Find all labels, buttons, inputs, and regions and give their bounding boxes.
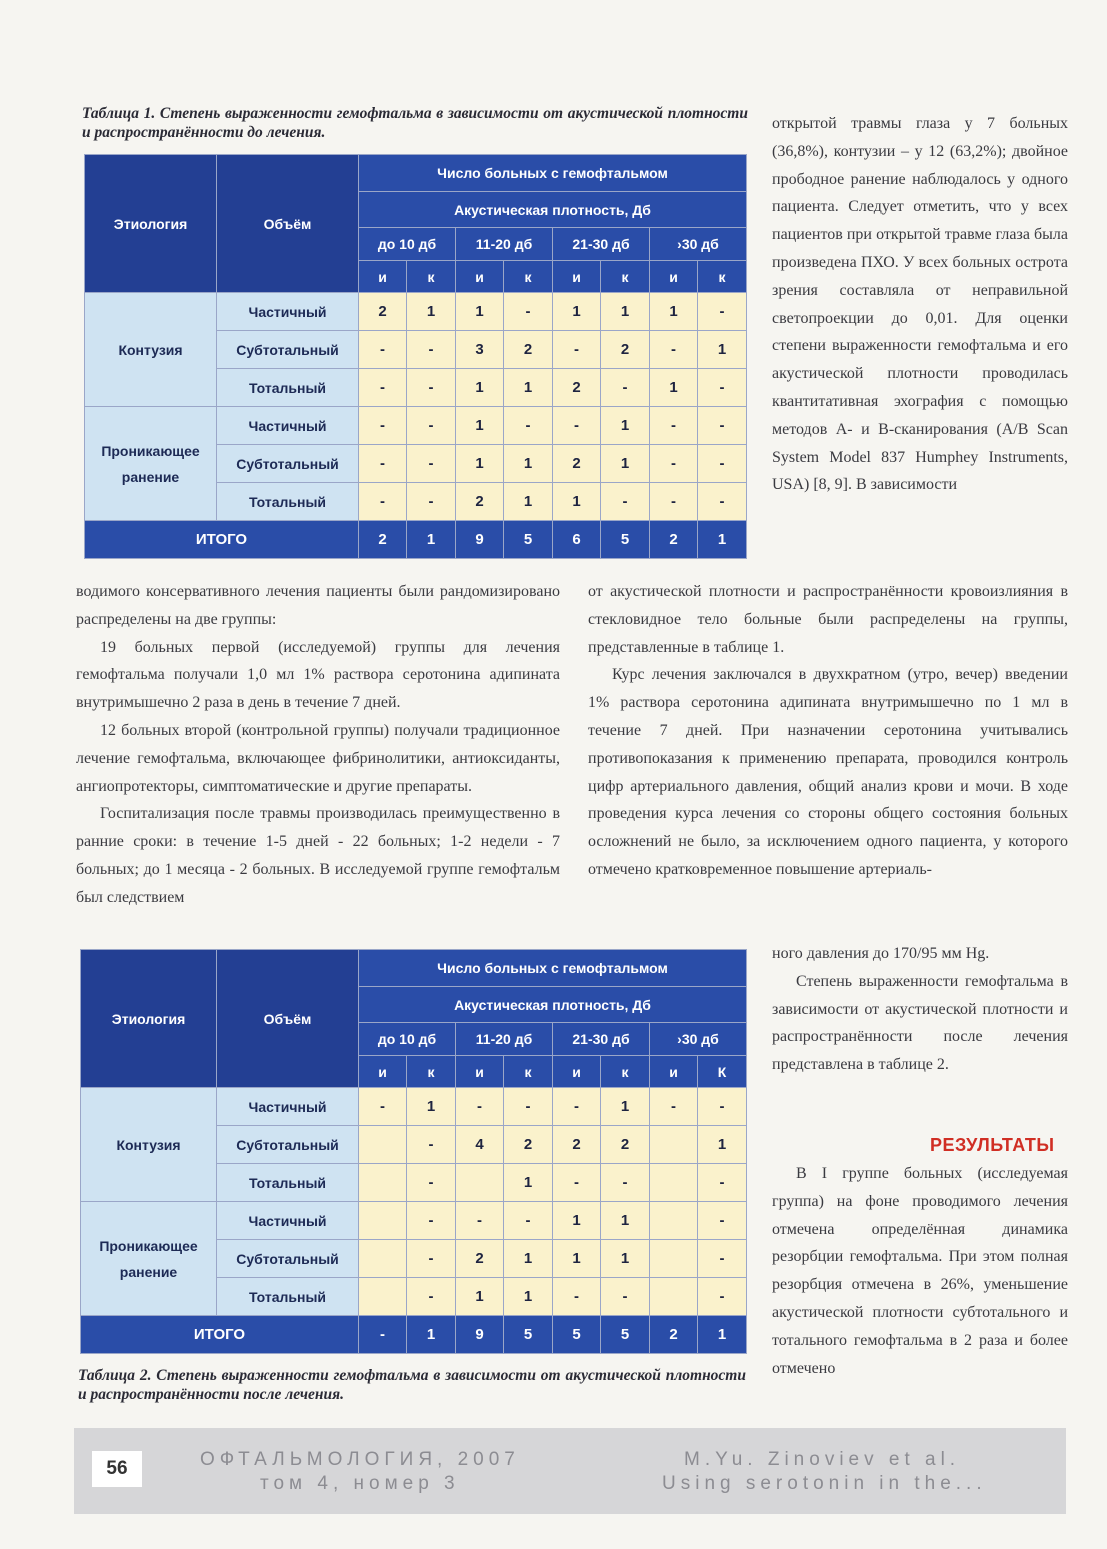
value-cell: 1	[601, 1240, 650, 1278]
volume-cell: Субтотальный	[217, 1240, 359, 1278]
etiology-cell: Проникающее ранение	[81, 1202, 217, 1316]
total-cell: 9	[456, 1316, 504, 1354]
value-cell: 1	[553, 1240, 601, 1278]
value-cell: -	[407, 1278, 456, 1316]
value-cell: 1	[601, 1202, 650, 1240]
value-cell	[650, 1240, 698, 1278]
total-cell: 5	[553, 1316, 601, 1354]
value-cell: -	[698, 369, 747, 407]
value-cell: 1	[407, 293, 456, 331]
value-cell: -	[601, 369, 650, 407]
value-cell	[359, 1202, 407, 1240]
value-cell: 2	[359, 293, 407, 331]
value-cell: 2	[456, 483, 504, 521]
value-cell: -	[553, 407, 601, 445]
value-cell: -	[698, 1088, 747, 1126]
value-cell: -	[698, 1278, 747, 1316]
value-cell: -	[456, 1202, 504, 1240]
etiology-cell: Проникающее ранение	[85, 407, 217, 521]
volume-cell: Тотальный	[217, 369, 359, 407]
journal-name: ОФТАЛЬМОЛОГИЯ, 2007	[200, 1449, 520, 1470]
value-cell: 2	[553, 445, 601, 483]
value-cell: 1	[601, 445, 650, 483]
value-cell: -	[407, 445, 456, 483]
table-row	[81, 1202, 747, 1240]
etiology-header: Этиология	[81, 950, 217, 1088]
value-cell: 2	[504, 331, 553, 369]
total-label: ИТОГО	[85, 521, 359, 559]
value-cell	[359, 1240, 407, 1278]
value-cell: -	[504, 293, 553, 331]
paragraph: Степень выраженности гемофтальма в зависимости от акустической плотности и распространённости после лечения представлена в таблице 2.	[772, 972, 1068, 1074]
volume-cell: Тотальный	[217, 1278, 359, 1316]
table2	[80, 949, 747, 1354]
range-header: 21-30 дб	[553, 228, 650, 261]
volume-cell: Тотальный	[217, 1164, 359, 1202]
value-cell: -	[698, 445, 747, 483]
patients-header: Число больных с гемофтальмом	[359, 155, 747, 192]
value-cell: 3	[456, 331, 504, 369]
value-cell: -	[698, 293, 747, 331]
range-header: ›30 дб	[650, 1023, 747, 1056]
total-cell: 1	[407, 521, 456, 559]
table2-caption: Таблица 2. Степень выраженности гемофтальма в зависимости от акустической плотности и распространённости после лечения.	[78, 1367, 746, 1403]
article-authors: M.Yu. Zinoviev et al.	[684, 1449, 961, 1470]
sub-header: к	[601, 261, 650, 293]
sub-header: и	[359, 261, 407, 293]
value-cell: -	[650, 331, 698, 369]
volume-cell: Частичный	[217, 1088, 359, 1126]
volume-header: Объём	[217, 950, 359, 1088]
value-cell: -	[359, 1088, 407, 1126]
value-cell: 2	[601, 331, 650, 369]
paragraph: Курс лечения заключался в двухкратном (утро, вечер) введении 1% раствора серотонина адипината внутримышечно по 1 мл в течение 7 дней. При назначении серотонина учитывались противопоказания к применению препарата, проводился контроль цифр артериального давления, общий анализ крови и мочи. В ходе проведения курса лечения со стороны общего состояния больных осложнений не было, за исключением одного пациента, у которого отмечено кратковременное повышение артериаль-	[588, 666, 1068, 878]
sub-header: к	[504, 261, 553, 293]
paragraph: водимого консервативного лечения пациенты были рандомизировано распределены на две группы:	[76, 583, 560, 628]
value-cell: 1	[698, 1126, 747, 1164]
paragraph: Госпитализация после травмы производилась преимущественно в ранние сроки: в течение 1-5 дней - 22 больных; 1-2 недели - 7 больных; до 1 месяца - 2 больных. В исследуемой группе гемофтальм был следствием	[76, 805, 560, 906]
value-cell: -	[504, 1202, 553, 1240]
volume-header: Объём	[217, 155, 359, 293]
page-number: 56	[92, 1451, 142, 1487]
value-cell: -	[359, 369, 407, 407]
volume-cell: Субтотальный	[217, 445, 359, 483]
total-cell: 1	[698, 1316, 747, 1354]
total-cell: 2	[650, 1316, 698, 1354]
sub-header: и	[650, 261, 698, 293]
value-cell: 1	[456, 1278, 504, 1316]
table-row	[85, 293, 747, 331]
sub-header: к	[504, 1056, 553, 1088]
range-header: 11-20 дб	[456, 1023, 553, 1056]
value-cell: -	[698, 407, 747, 445]
sub-header: К	[698, 1056, 747, 1088]
total-cell: 1	[407, 1316, 456, 1354]
paragraph: от акустической плотности и распространённости кровоизлияния в стекловидное тело больные были распределены на группы, представленные в таблице 1.	[588, 583, 1068, 656]
sub-header: и	[456, 1056, 504, 1088]
value-cell: 1	[504, 1278, 553, 1316]
total-cell: 5	[504, 521, 553, 559]
paragraph: 12 больных второй (контрольной группы) получали традиционное лечение гемофтальма, включающее фибринолитики, антиоксиданты, ангиопротекторы, симптоматические и другие препараты.	[76, 721, 560, 795]
density-header: Акустическая плотность, Дб	[359, 192, 747, 228]
value-cell	[359, 1164, 407, 1202]
value-cell: 1	[504, 1240, 553, 1278]
sub-header: и	[553, 261, 601, 293]
value-cell: 1	[504, 369, 553, 407]
total-cell: 5	[601, 1316, 650, 1354]
value-cell: -	[601, 483, 650, 521]
value-cell: -	[407, 407, 456, 445]
total-cell: 9	[456, 521, 504, 559]
value-cell: -	[553, 1164, 601, 1202]
value-cell: 2	[553, 1126, 601, 1164]
right-column-lower-text	[772, 940, 1068, 1079]
value-cell: -	[359, 483, 407, 521]
value-cell	[359, 1126, 407, 1164]
right-column-top-text: открытой травмы глаза у 7 больных (36,8%), контузии – у 12 (63,2%); двойное прободное ранение наблюдалось у одного пациента. Следует отметить, что у всех пациентов при открытой травме глаза была произведена ПХО. У всех больных острота зрения составляла от неправильной светопроекции до 0,01. Для оценки степени выраженности гемофтальма и его акустической плотности проводилась квантитативная эхография с помощью методов А- и В-сканирования (A/B Scan System Model 837 Humphey Instruments, USA) [8, 9]. В зависимости	[772, 115, 1068, 494]
sub-header: и	[456, 261, 504, 293]
article-title: Using serotonin in the...	[662, 1473, 987, 1494]
paragraph: 19 больных первой (исследуемой) группы для лечения гемофтальма получали 1,0 мл 1% раствора серотонина адипината внутримышечно 2 раза в день в течение 7 дней.	[76, 638, 560, 712]
range-header: 11-20 дб	[456, 228, 553, 261]
value-cell: -	[504, 1088, 553, 1126]
value-cell: -	[601, 1278, 650, 1316]
value-cell: -	[407, 483, 456, 521]
middle-left-text	[76, 578, 560, 912]
volume-cell: Субтотальный	[217, 1126, 359, 1164]
total-cell: -	[359, 1316, 407, 1354]
value-cell	[650, 1164, 698, 1202]
value-cell: -	[359, 445, 407, 483]
value-cell: 1	[553, 483, 601, 521]
total-row	[81, 1316, 747, 1354]
value-cell: 1	[601, 293, 650, 331]
range-header: до 10 дб	[359, 228, 456, 261]
sub-header: к	[601, 1056, 650, 1088]
value-cell: 1	[407, 1088, 456, 1126]
value-cell: -	[698, 483, 747, 521]
value-cell: 1	[650, 369, 698, 407]
value-cell: -	[698, 1164, 747, 1202]
sub-header: и	[650, 1056, 698, 1088]
value-cell: 1	[456, 407, 504, 445]
value-cell: 1	[504, 483, 553, 521]
value-cell: -	[359, 407, 407, 445]
value-cell: -	[650, 445, 698, 483]
value-cell: 1	[601, 407, 650, 445]
etiology-header: Этиология	[85, 155, 217, 293]
value-cell: -	[553, 331, 601, 369]
sub-header: и	[359, 1056, 407, 1088]
patients-header: Число больных с гемофтальмом	[359, 950, 747, 987]
value-cell: -	[650, 1088, 698, 1126]
etiology-cell: Контузия	[85, 293, 217, 407]
value-cell: 1	[504, 1164, 553, 1202]
total-cell: 2	[650, 521, 698, 559]
value-cell: -	[407, 1202, 456, 1240]
volume-cell: Частичный	[217, 293, 359, 331]
value-cell: 4	[456, 1126, 504, 1164]
value-cell: 1	[553, 293, 601, 331]
results-heading: РЕЗУЛЬТАТЫ	[930, 1135, 1055, 1155]
range-header: 21-30 дб	[553, 1023, 650, 1056]
value-cell: 2	[504, 1126, 553, 1164]
value-cell	[650, 1126, 698, 1164]
total-cell: 2	[359, 521, 407, 559]
value-cell: -	[407, 369, 456, 407]
table1-caption: Таблица 1. Степень выраженности гемофтальма в зависимости от акустической плотности и распространённости до лечения.	[82, 105, 748, 141]
sub-header: к	[698, 261, 747, 293]
value-cell: -	[456, 1088, 504, 1126]
table-row	[85, 407, 747, 445]
value-cell: 1	[456, 293, 504, 331]
value-cell: -	[407, 1240, 456, 1278]
value-cell: -	[553, 1088, 601, 1126]
value-cell: -	[650, 483, 698, 521]
table1	[84, 154, 747, 559]
value-cell: -	[407, 1164, 456, 1202]
paragraph: ного давления до 170/95 мм Hg.	[772, 945, 990, 962]
value-cell: -	[601, 1164, 650, 1202]
value-cell: 2	[553, 369, 601, 407]
volume-cell: Частичный	[217, 1202, 359, 1240]
results-text: В I группе больных (исследуемая группа) на фоне проводимого лечения отмечена определённая динамика резорбции гемофтальма. При этом полная резорбция отмечена в 26%, уменьшение акустической плотности субтотального и тотального гемофтальма в 2 раза и более отмечено	[772, 1165, 1068, 1377]
total-cell: 1	[698, 521, 747, 559]
value-cell: 1	[698, 331, 747, 369]
volume-cell: Тотальный	[217, 483, 359, 521]
value-cell: 1	[601, 1088, 650, 1126]
etiology-cell: Контузия	[81, 1088, 217, 1202]
value-cell: -	[698, 1202, 747, 1240]
value-cell: -	[504, 407, 553, 445]
density-header: Акустическая плотность, Дб	[359, 987, 747, 1023]
value-cell: -	[698, 1240, 747, 1278]
sub-header: и	[553, 1056, 601, 1088]
value-cell: -	[407, 331, 456, 369]
value-cell: -	[553, 1278, 601, 1316]
journal-issue: том 4, номер 3	[260, 1473, 460, 1494]
value-cell: -	[650, 407, 698, 445]
volume-cell: Частичный	[217, 407, 359, 445]
total-label: ИТОГО	[81, 1316, 359, 1354]
value-cell: -	[359, 331, 407, 369]
value-cell: -	[407, 1126, 456, 1164]
total-cell: 5	[504, 1316, 553, 1354]
value-cell: 1	[456, 445, 504, 483]
value-cell	[456, 1164, 504, 1202]
total-cell: 6	[553, 521, 601, 559]
range-header: до 10 дб	[359, 1023, 456, 1056]
value-cell	[650, 1278, 698, 1316]
sub-header: к	[407, 1056, 456, 1088]
total-row	[85, 521, 747, 559]
value-cell	[359, 1278, 407, 1316]
value-cell: 2	[456, 1240, 504, 1278]
value-cell	[650, 1202, 698, 1240]
table-row	[81, 1088, 747, 1126]
value-cell: 2	[601, 1126, 650, 1164]
value-cell: 1	[504, 445, 553, 483]
value-cell: 1	[456, 369, 504, 407]
volume-cell: Субтотальный	[217, 331, 359, 369]
page-footer	[74, 1428, 1066, 1514]
range-header: ›30 дб	[650, 228, 747, 261]
sub-header: к	[407, 261, 456, 293]
value-cell: 1	[650, 293, 698, 331]
total-cell: 5	[601, 521, 650, 559]
middle-right-text	[588, 578, 1068, 884]
value-cell: 1	[553, 1202, 601, 1240]
